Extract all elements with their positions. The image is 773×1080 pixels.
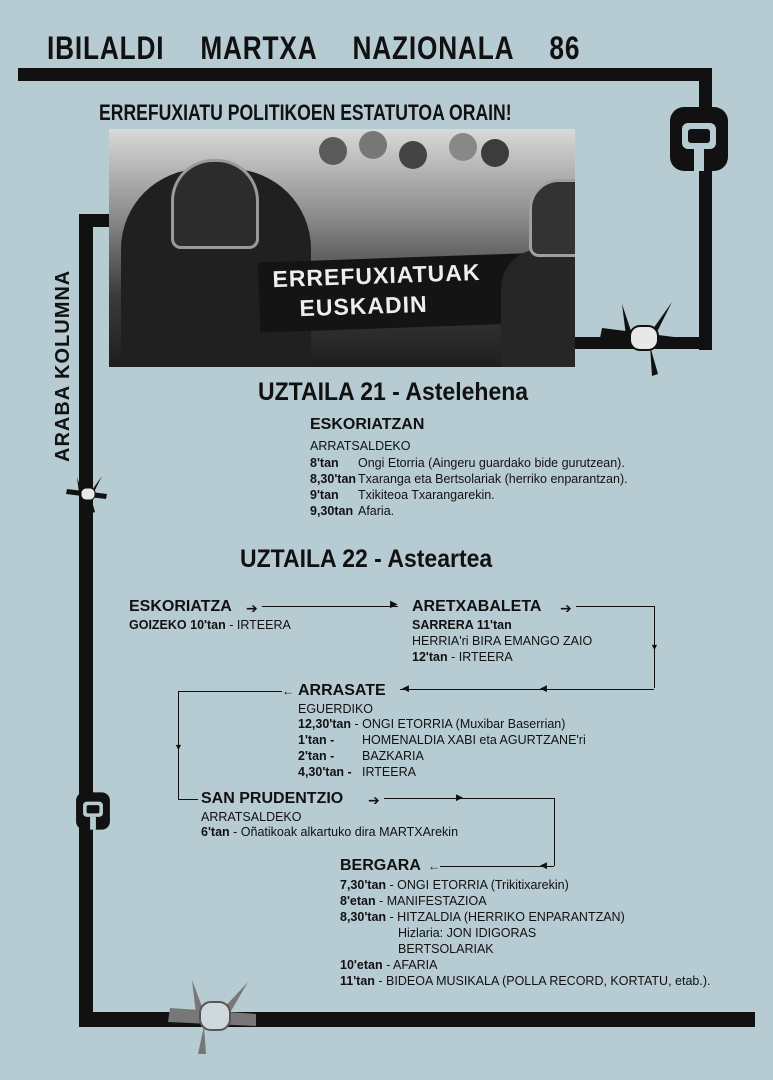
schedule-row: 4,30'tan - IRTEERA [298, 765, 416, 779]
banner-line-2: EUSKADIN [299, 290, 428, 322]
bergara-name: BERGARA [340, 857, 421, 874]
schedule-row: 9,30tan Afaria. [310, 504, 395, 518]
arrasate-period: EGUERDIKO [298, 702, 374, 716]
route-arrowhead: ▼ [650, 642, 659, 652]
eskoriatza-departure: GOIZEKO 10'tan - IRTEERA [129, 618, 291, 632]
schedule-row: Hizlaria: JON IDIGORAS [398, 926, 537, 940]
route-arrowhead: ▶ [456, 792, 463, 802]
route-arrowhead: ◀ [402, 683, 409, 693]
san-prudentzio-event: 6'tan - Oñatikoak alkartuko dira MARTXArekin [201, 825, 459, 839]
day1-period: ARRATSALDEKO [310, 439, 411, 453]
route-arrowhead: ◀ [540, 860, 547, 870]
helmet-right [529, 179, 575, 257]
route-line [262, 606, 398, 607]
route-line [576, 606, 654, 607]
day2-heading: UZTAILA 22 - Asteartea [240, 545, 493, 573]
page-title: IBILALDI MARTXA NAZIONALA 86 [47, 30, 581, 66]
route-line [400, 689, 654, 690]
bergara-schedule [340, 877, 710, 989]
route-arrowhead: ◀ [540, 683, 547, 693]
schedule-row: 2'tan - BAZKARIA [298, 749, 424, 763]
protest-photo [109, 129, 575, 367]
day1-town: ESKORIATZAN [310, 416, 425, 433]
route-arrow: ← [282, 684, 294, 698]
route-line [178, 691, 282, 692]
eskoriatza-name: ESKORIATZA [129, 598, 232, 615]
route-arrow: ← [428, 859, 440, 873]
day1-heading: UZTAILA 21 - Astelehena [258, 378, 529, 406]
side-label: ARABA KOLUMNA [52, 269, 74, 462]
route-arrowhead: ▼ [174, 742, 183, 752]
aretxabaleta-details: SARRERA 11'tan HERRIA'ri BIRA EMANGO ZAIO 12'tan - IRTEERA [412, 618, 593, 664]
schedule-row: 8,30'tan Txaranga eta Bertsolariak (herriko enparantzan). [310, 472, 628, 486]
san-prudentzio-name: SAN PRUDENTZIO [201, 790, 344, 807]
schedule-row: 12,30'tan - ONGI ETORRIA (Muxibar Baserrian) [298, 717, 566, 731]
organization-logo-icon [668, 103, 730, 175]
schedule-row: 1'tan - HOMENALDIA XABI eta AGURTZANE'ri [298, 733, 586, 747]
page-subtitle: ERREFUXIATU POLITIKOEN ESTATUTOA ORAIN! [99, 100, 512, 125]
schedule-row: 8'etan - MANIFESTAZIOA [340, 894, 487, 908]
schedule-row: 8'tan Ongi Etorria (Aingeru guardako bide gurutzean). [310, 456, 625, 470]
schedule-row: 7,30'tan - ONGI ETORRIA (Trikitixarekin) [340, 878, 569, 892]
schedule-row: 8,30'tan - HITZALDIA (HERRIKO ENPARANTZAN) [340, 910, 625, 924]
san-prudentzio-period: ARRATSALDEKO [201, 810, 302, 824]
route-arrow: ➔ [368, 792, 380, 808]
barbed-hand-icon-bottom [162, 976, 262, 1056]
route-arrow: ➔ [560, 600, 572, 616]
arrasate-name: ARRASATE [298, 682, 386, 699]
route-line [554, 798, 555, 866]
schedule-row: 9'tan Txikiteoa Txarangarekin. [310, 488, 495, 502]
route-line [178, 799, 198, 800]
banner-line-1: ERREFUXIATUAK [272, 258, 481, 293]
barbed-hand-icon [592, 298, 688, 378]
schedule-row: BERTSOLARIAK [398, 942, 494, 956]
day1-schedule [310, 455, 628, 519]
route-arrow: ➔ [246, 600, 258, 616]
top-frame-bar [18, 68, 712, 81]
barbed-hand-icon-left [62, 474, 110, 514]
schedule-row: 11'tan - BIDEOA MUSIKALA (POLLA RECORD, KORTATU, etab.). [340, 974, 711, 988]
aretxabaleta-name: ARETXABALETA [412, 598, 542, 615]
schedule-row: 10'etan - AFARIA [340, 958, 438, 972]
route-arrowhead: ▶ [390, 599, 398, 610]
route-line [384, 798, 554, 799]
route-line [440, 866, 554, 867]
organization-logo-small-icon [74, 790, 112, 832]
left-frame-bar [79, 214, 93, 1027]
helmet-left [171, 159, 259, 249]
arrasate-schedule [298, 716, 586, 780]
